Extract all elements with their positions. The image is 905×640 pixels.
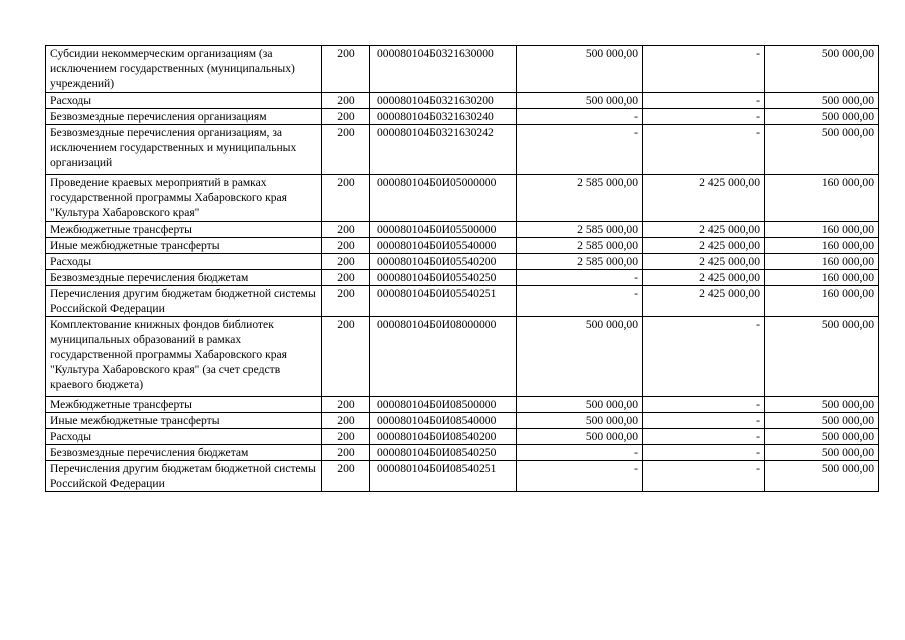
row-classification-code-cell: 000080104Б0И08000000 [370, 317, 517, 397]
row-plan-cell: 2 585 000,00 [517, 254, 643, 270]
row-name-cell: Комплектование книжных фондов библиотек муниципальных образований в рамках государственной программы Хабаровского края "Культура Хабаровского края" (за счет средств краевого бюджета) [46, 317, 322, 397]
table-row [46, 317, 879, 397]
row-name-cell: Безвозмездные перечисления бюджетам [46, 445, 322, 461]
row-code-cell: 200 [322, 445, 370, 461]
row-executed-cell: - [643, 46, 765, 93]
row-classification-code-cell: 000080104Б0И08540200 [370, 429, 517, 445]
table-row [46, 429, 879, 445]
table-row [46, 445, 879, 461]
row-executed-cell: - [643, 445, 765, 461]
table-row [46, 125, 879, 175]
row-code-cell: 200 [322, 125, 370, 175]
row-classification-code-cell: 000080104Б0И05540200 [370, 254, 517, 270]
row-name-cell: Расходы [46, 429, 322, 445]
row-name-cell: Расходы [46, 93, 322, 109]
row-executed-cell: - [643, 125, 765, 175]
row-classification-code-cell: 000080104Б0И05000000 [370, 175, 517, 222]
row-remaining-cell: 160 000,00 [765, 270, 879, 286]
row-classification-code-cell: 000080104Б0И05540251 [370, 286, 517, 317]
row-executed-cell: 2 425 000,00 [643, 270, 765, 286]
row-classification-code-cell: 000080104Б0321630000 [370, 46, 517, 93]
row-executed-cell: - [643, 93, 765, 109]
row-name-cell: Межбюджетные трансферты [46, 222, 322, 238]
row-remaining-cell: 500 000,00 [765, 125, 879, 175]
row-code-cell: 200 [322, 222, 370, 238]
row-remaining-cell: 500 000,00 [765, 397, 879, 413]
row-name-cell: Перечисления другим бюджетам бюджетной системы Российской Федерации [46, 461, 322, 492]
row-executed-cell: - [643, 429, 765, 445]
table-row [46, 109, 879, 125]
row-plan-cell: 2 585 000,00 [517, 222, 643, 238]
row-remaining-cell: 500 000,00 [765, 461, 879, 492]
row-classification-code-cell: 000080104Б0И08540000 [370, 413, 517, 429]
row-code-cell: 200 [322, 175, 370, 222]
row-code-cell: 200 [322, 238, 370, 254]
table-row [46, 254, 879, 270]
row-remaining-cell: 160 000,00 [765, 286, 879, 317]
table-row [46, 270, 879, 286]
row-executed-cell: - [643, 109, 765, 125]
row-executed-cell: 2 425 000,00 [643, 286, 765, 317]
table-row [46, 461, 879, 492]
row-name-cell: Безвозмездные перечисления организациям [46, 109, 322, 125]
row-executed-cell: 2 425 000,00 [643, 175, 765, 222]
row-classification-code-cell: 000080104Б0И08540251 [370, 461, 517, 492]
row-name-cell: Иные межбюджетные трансферты [46, 413, 322, 429]
table-row [46, 93, 879, 109]
row-remaining-cell: 500 000,00 [765, 429, 879, 445]
table-row [46, 46, 879, 93]
row-executed-cell: - [643, 317, 765, 397]
table-row [46, 238, 879, 254]
row-plan-cell: 2 585 000,00 [517, 238, 643, 254]
row-executed-cell: 2 425 000,00 [643, 254, 765, 270]
row-code-cell: 200 [322, 93, 370, 109]
row-executed-cell: - [643, 413, 765, 429]
row-plan-cell: - [517, 270, 643, 286]
row-remaining-cell: 500 000,00 [765, 445, 879, 461]
row-classification-code-cell: 000080104Б0И08540250 [370, 445, 517, 461]
row-name-cell: Проведение краевых мероприятий в рамках государственной программы Хабаровского края "Культура Хабаровского края" [46, 175, 322, 222]
row-classification-code-cell: 000080104Б0321630240 [370, 109, 517, 125]
row-name-cell: Субсидии некоммерческим организациям (за исключением государственных (муниципальных) учреждений) [46, 46, 322, 93]
row-code-cell: 200 [322, 413, 370, 429]
row-classification-code-cell: 000080104Б0И05540250 [370, 270, 517, 286]
row-code-cell: 200 [322, 286, 370, 317]
row-plan-cell: - [517, 461, 643, 492]
row-name-cell: Межбюджетные трансферты [46, 397, 322, 413]
row-name-cell: Безвозмездные перечисления организациям, за исключением государственных и муниципальных организаций [46, 125, 322, 175]
row-code-cell: 200 [322, 46, 370, 93]
table-row [46, 397, 879, 413]
row-plan-cell: 500 000,00 [517, 413, 643, 429]
row-remaining-cell: 500 000,00 [765, 413, 879, 429]
row-plan-cell: 500 000,00 [517, 397, 643, 413]
row-plan-cell: 500 000,00 [517, 93, 643, 109]
row-plan-cell: - [517, 125, 643, 175]
row-code-cell: 200 [322, 461, 370, 492]
row-code-cell: 200 [322, 254, 370, 270]
table-row [46, 413, 879, 429]
row-classification-code-cell: 000080104Б0И05540000 [370, 238, 517, 254]
row-name-cell: Перечисления другим бюджетам бюджетной системы Российской Федерации [46, 286, 322, 317]
row-plan-cell: - [517, 445, 643, 461]
budget-execution-table [45, 45, 879, 492]
row-name-cell: Иные межбюджетные трансферты [46, 238, 322, 254]
row-executed-cell: - [643, 461, 765, 492]
table-row [46, 222, 879, 238]
row-plan-cell: 500 000,00 [517, 429, 643, 445]
row-code-cell: 200 [322, 109, 370, 125]
row-executed-cell: 2 425 000,00 [643, 222, 765, 238]
row-executed-cell: 2 425 000,00 [643, 238, 765, 254]
row-remaining-cell: 160 000,00 [765, 175, 879, 222]
row-code-cell: 200 [322, 270, 370, 286]
row-classification-code-cell: 000080104Б0321630200 [370, 93, 517, 109]
row-remaining-cell: 160 000,00 [765, 222, 879, 238]
row-remaining-cell: 500 000,00 [765, 317, 879, 397]
table-row [46, 175, 879, 222]
row-plan-cell: 500 000,00 [517, 317, 643, 397]
row-classification-code-cell: 000080104Б0И08500000 [370, 397, 517, 413]
row-plan-cell: 2 585 000,00 [517, 175, 643, 222]
row-remaining-cell: 160 000,00 [765, 254, 879, 270]
row-code-cell: 200 [322, 317, 370, 397]
row-plan-cell: - [517, 286, 643, 317]
row-plan-cell: 500 000,00 [517, 46, 643, 93]
table-row [46, 286, 879, 317]
row-remaining-cell: 500 000,00 [765, 93, 879, 109]
row-remaining-cell: 500 000,00 [765, 109, 879, 125]
row-remaining-cell: 160 000,00 [765, 238, 879, 254]
row-classification-code-cell: 000080104Б0321630242 [370, 125, 517, 175]
row-plan-cell: - [517, 109, 643, 125]
row-code-cell: 200 [322, 397, 370, 413]
row-remaining-cell: 500 000,00 [765, 46, 879, 93]
row-executed-cell: - [643, 397, 765, 413]
row-name-cell: Безвозмездные перечисления бюджетам [46, 270, 322, 286]
row-code-cell: 200 [322, 429, 370, 445]
row-classification-code-cell: 000080104Б0И05500000 [370, 222, 517, 238]
row-name-cell: Расходы [46, 254, 322, 270]
